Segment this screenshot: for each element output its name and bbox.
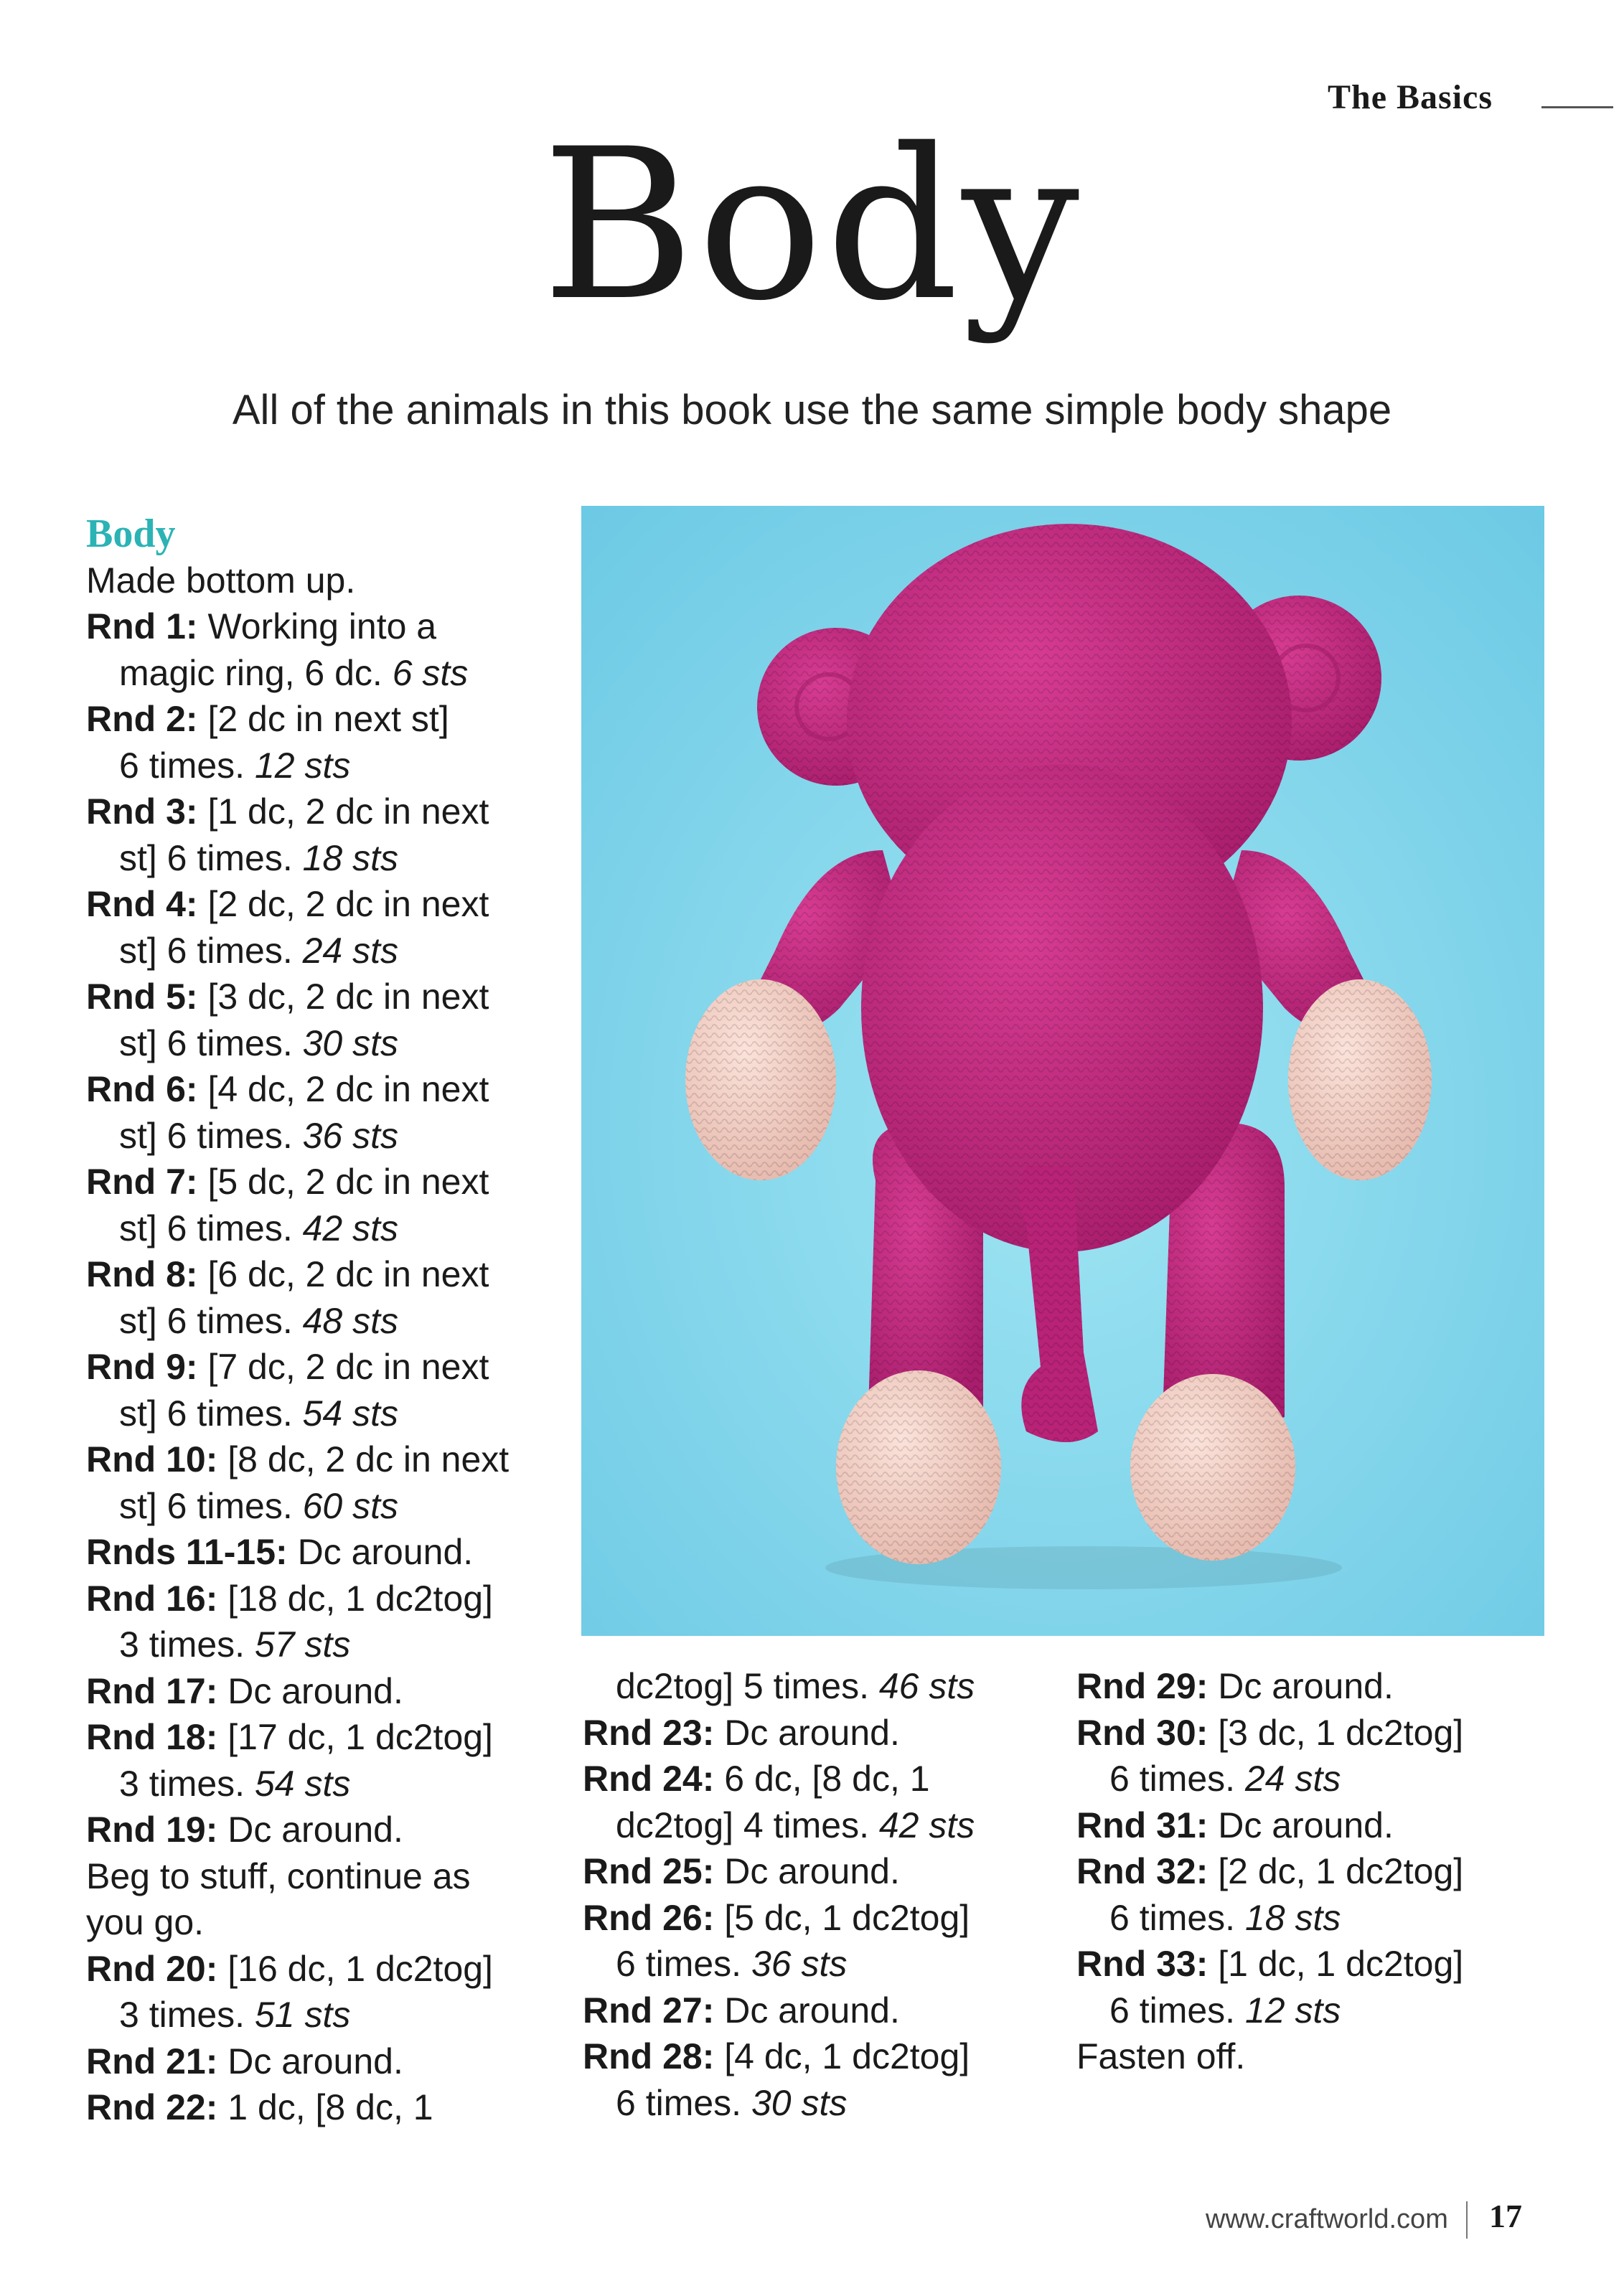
round-instruction: st] 6 times. xyxy=(119,1115,303,1156)
pattern-column-1 xyxy=(86,511,509,2131)
round-label: Rnd 31: xyxy=(1076,1805,1208,1845)
stitch-count: 48 sts xyxy=(302,1300,399,1341)
monkey-photo xyxy=(581,506,1544,1636)
round-label: Rnd 22: xyxy=(86,2087,218,2127)
round-label: Rnd 5: xyxy=(86,977,198,1017)
round-instruction: [4 dc, 1 dc2tog] xyxy=(714,2036,970,2076)
pattern-line xyxy=(1076,1848,1463,1895)
round-label: Rnd 26: xyxy=(583,1897,715,1938)
round-instruction: [3 dc, 1 dc2tog] xyxy=(1208,1712,1464,1753)
round-instruction: Dc around. xyxy=(1208,1666,1394,1706)
round-instruction: [4 dc, 2 dc in next xyxy=(197,1069,489,1109)
round-instruction: Dc around. xyxy=(217,1670,403,1711)
pattern-line xyxy=(1076,1895,1463,1942)
round-label: Rnd 16: xyxy=(86,1578,218,1619)
stitch-count: 18 sts xyxy=(1244,1897,1341,1938)
round-label: Rnd 19: xyxy=(86,1810,218,1850)
round-instruction: Fasten off. xyxy=(1076,2036,1246,2076)
round-instruction: [16 dc, 1 dc2tog] xyxy=(217,1948,493,1989)
round-instruction: 6 times. xyxy=(616,1944,751,1984)
footer-separator xyxy=(1466,2201,1468,2239)
round-instruction: Working into a xyxy=(197,606,437,646)
pattern-line xyxy=(86,603,509,650)
pattern-line xyxy=(86,1020,509,1067)
pattern-line xyxy=(86,1066,509,1113)
pattern-line xyxy=(583,1710,975,1756)
round-instruction: Dc around. xyxy=(714,1851,900,1891)
round-instruction: 3 times. xyxy=(119,1763,255,1804)
pattern-line xyxy=(86,696,509,743)
pattern-line xyxy=(1076,1756,1463,1802)
pattern-line xyxy=(86,1714,509,1761)
stitch-count: 42 sts xyxy=(302,1208,399,1248)
pattern-line xyxy=(86,1205,509,1252)
stitch-count: 36 sts xyxy=(302,1115,399,1156)
pattern-line xyxy=(86,2084,509,2131)
pattern-line xyxy=(86,928,509,974)
pattern-line xyxy=(86,1668,509,1715)
round-label: Rnd 28: xyxy=(583,2036,715,2076)
pattern-line xyxy=(86,1576,509,1622)
pattern-line xyxy=(583,2033,975,2080)
round-label: Rnd 24: xyxy=(583,1759,715,1799)
pattern-heading: Body xyxy=(86,512,176,556)
round-instruction: 3 times. xyxy=(119,1995,255,2035)
pattern-line xyxy=(86,1853,509,1900)
round-instruction: 1 dc, [8 dc, 1 xyxy=(217,2087,433,2127)
round-instruction: Dc around. xyxy=(217,1810,403,1850)
round-label: Rnd 8: xyxy=(86,1254,198,1294)
pattern-line xyxy=(86,1113,509,1159)
round-instruction: Dc around. xyxy=(714,1712,900,1753)
pattern-line xyxy=(86,789,509,835)
pattern-line xyxy=(86,650,509,697)
stitch-count: 60 sts xyxy=(302,1485,399,1526)
pattern-line xyxy=(86,1807,509,1853)
stitch-count: 51 sts xyxy=(254,1995,351,2035)
pattern-line xyxy=(583,1987,975,2034)
pattern-line xyxy=(86,1159,509,1205)
round-instruction: [1 dc, 1 dc2tog] xyxy=(1208,1944,1464,1984)
stitch-count: 54 sts xyxy=(254,1763,351,1804)
pattern-line xyxy=(583,1895,975,1942)
pattern-line xyxy=(86,1483,509,1530)
pattern-line xyxy=(583,2080,975,2127)
pattern-line xyxy=(1076,1663,1463,1710)
round-instruction: 6 times. xyxy=(1109,1897,1245,1938)
round-label: Rnd 27: xyxy=(583,1990,715,2031)
pattern-line xyxy=(86,1391,509,1437)
round-instruction: 6 times. xyxy=(616,2082,751,2123)
pattern-column-3 xyxy=(1076,1663,1463,2080)
round-instruction: Dc around. xyxy=(287,1532,474,1572)
pattern-line xyxy=(86,1436,509,1483)
round-label: Rnd 30: xyxy=(1076,1712,1208,1753)
pattern-line xyxy=(86,1761,509,1807)
round-instruction: magic ring, 6 dc. xyxy=(119,652,393,693)
round-label: Rnd 21: xyxy=(86,2041,218,2081)
round-label: Rnd 10: xyxy=(86,1439,218,1479)
round-instruction: [2 dc, 2 dc in next xyxy=(197,884,489,924)
round-instruction: Dc around. xyxy=(714,1990,900,2031)
round-label: Rnd 23: xyxy=(583,1712,715,1753)
round-instruction: st] 6 times. xyxy=(119,1208,303,1248)
page-subtitle: All of the animals in this book use the same simple body shape xyxy=(232,387,1392,433)
round-instruction: Beg to stuff, continue as xyxy=(86,1855,471,1896)
pattern-line xyxy=(86,2038,509,2085)
round-label: Rnd 32: xyxy=(1076,1851,1208,1891)
stitch-count: 24 sts xyxy=(1244,1759,1341,1799)
round-label: Rnd 25: xyxy=(583,1851,715,1891)
pattern-line xyxy=(86,835,509,882)
pattern-line xyxy=(86,1251,509,1298)
stitch-count: 6 sts xyxy=(392,652,469,693)
round-instruction: [5 dc, 1 dc2tog] xyxy=(714,1897,970,1938)
pattern-line xyxy=(1076,1987,1463,2034)
stitch-count: 12 sts xyxy=(1244,1990,1341,2031)
pattern-line xyxy=(1076,1941,1463,1987)
pattern-line xyxy=(1076,1710,1463,1756)
round-instruction: [18 dc, 1 dc2tog] xyxy=(217,1578,493,1619)
round-label: Rnd 20: xyxy=(86,1948,218,1989)
round-instruction: 6 dc, [8 dc, 1 xyxy=(714,1759,930,1799)
round-instruction: [5 dc, 2 dc in next xyxy=(197,1162,489,1202)
pattern-line xyxy=(1076,1802,1463,1849)
round-label: Rnd 6: xyxy=(86,1069,198,1109)
stitch-count: 36 sts xyxy=(751,1944,848,1984)
round-instruction: st] 6 times. xyxy=(119,1022,303,1063)
round-instruction: [6 dc, 2 dc in next xyxy=(197,1254,489,1294)
page-number: 17 xyxy=(1489,2198,1522,2234)
pattern-line xyxy=(1076,2033,1463,2080)
pattern-line xyxy=(86,974,509,1020)
round-instruction: st] 6 times. xyxy=(119,930,303,971)
page-title: Body xyxy=(541,105,1083,347)
stitch-count: 12 sts xyxy=(254,745,351,786)
round-instruction: 6 times. xyxy=(1109,1990,1245,2031)
pattern-line xyxy=(583,1802,975,1849)
pattern-line xyxy=(86,1622,509,1668)
round-instruction: st] 6 times. xyxy=(119,1485,303,1526)
round-label: Rnd 9: xyxy=(86,1347,198,1387)
round-label: Rnds 11-15: xyxy=(86,1532,288,1572)
pattern-line xyxy=(86,1298,509,1345)
pattern-line xyxy=(86,1946,509,1992)
stitch-count: 42 sts xyxy=(878,1805,975,1845)
crocheted-monkey-illustration xyxy=(581,506,1544,1636)
round-instruction: Dc around. xyxy=(217,2041,403,2081)
stitch-count: 57 sts xyxy=(254,1624,351,1665)
round-instruction: Made bottom up. xyxy=(86,560,356,601)
pattern-line xyxy=(86,1899,509,1946)
round-label: Rnd 7: xyxy=(86,1162,198,1202)
pattern-line xyxy=(86,881,509,928)
pattern-line xyxy=(86,1344,509,1391)
round-instruction: 6 times. xyxy=(1109,1759,1245,1799)
round-instruction: Dc around. xyxy=(1208,1805,1394,1845)
pattern-line xyxy=(86,1529,509,1576)
round-instruction: st] 6 times. xyxy=(119,1300,303,1341)
pattern-line xyxy=(583,1663,975,1710)
section-label: The Basics xyxy=(1328,78,1493,116)
round-instruction: you go. xyxy=(86,1902,205,1942)
round-instruction: [2 dc in next st] xyxy=(197,699,449,739)
round-instruction: st] 6 times. xyxy=(119,1393,303,1434)
round-instruction: [8 dc, 2 dc in next xyxy=(217,1439,510,1479)
round-label: Rnd 4: xyxy=(86,884,198,924)
round-label: Rnd 17: xyxy=(86,1670,218,1711)
pattern-line xyxy=(583,1756,975,1802)
stitch-count: 30 sts xyxy=(302,1022,399,1063)
round-instruction: [3 dc, 2 dc in next xyxy=(197,977,489,1017)
round-instruction: 6 times. xyxy=(119,745,255,786)
round-instruction: st] 6 times. xyxy=(119,837,303,878)
round-instruction: 3 times. xyxy=(119,1624,255,1665)
round-label: Rnd 1: xyxy=(86,606,198,646)
round-label: Rnd 3: xyxy=(86,791,198,832)
round-label: Rnd 29: xyxy=(1076,1666,1208,1706)
pattern-line xyxy=(86,557,509,604)
round-instruction: [1 dc, 2 dc in next xyxy=(197,791,489,832)
footer-url[interactable]: www.craftworld.com xyxy=(1206,2204,1448,2234)
stitch-count: 24 sts xyxy=(302,930,399,971)
stitch-count: 30 sts xyxy=(751,2082,848,2123)
pattern-line xyxy=(86,743,509,789)
round-label: Rnd 2: xyxy=(86,699,198,739)
round-instruction: [7 dc, 2 dc in next xyxy=(197,1347,489,1387)
pattern-line xyxy=(583,1848,975,1895)
round-instruction: dc2tog] 4 times. xyxy=(616,1805,879,1845)
round-label: Rnd 18: xyxy=(86,1717,218,1757)
round-instruction: dc2tog] 5 times. xyxy=(616,1666,879,1706)
round-label: Rnd 33: xyxy=(1076,1944,1208,1984)
pattern-column-2 xyxy=(583,1663,975,2126)
stitch-count: 46 sts xyxy=(878,1666,975,1706)
pattern-line xyxy=(86,1992,509,2038)
section-rule xyxy=(1541,106,1613,108)
stitch-count: 18 sts xyxy=(302,837,399,878)
stitch-count: 54 sts xyxy=(302,1393,399,1434)
pattern-line xyxy=(583,1941,975,1987)
round-instruction: [2 dc, 1 dc2tog] xyxy=(1208,1851,1464,1891)
round-instruction: [17 dc, 1 dc2tog] xyxy=(217,1717,493,1757)
